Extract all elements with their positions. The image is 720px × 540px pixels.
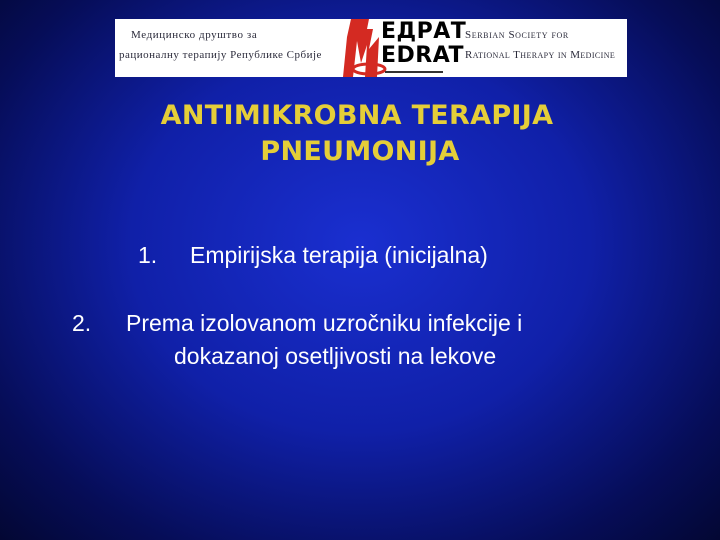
slide-title-line1: ANTIMIKROBNA TERAPIJA <box>160 100 554 131</box>
slide-title-line2: PNEUMONIJA <box>260 136 460 167</box>
item-2-number: 2. <box>72 310 92 336</box>
item-2-text-line2: dokazanoj osetljivosti na lekove <box>174 343 497 369</box>
medrat-logo <box>343 19 467 77</box>
logo-word-cyrillic: ЕДРАТ <box>381 19 467 44</box>
item-1-text: Empirijska terapija (inicijalna) <box>190 242 488 268</box>
item-1-number: 1. <box>138 242 158 268</box>
logo-word-latin: EDRAT <box>381 43 465 68</box>
banner-english-line1: Serbian Society for <box>465 29 569 41</box>
banner-cyrillic-line1: Медицинско друштво за <box>131 29 258 41</box>
item-2-text-line1: Prema izolovanom uzročniku infekcije i <box>126 310 523 336</box>
banner-english-text <box>465 19 625 77</box>
society-banner <box>115 19 627 77</box>
banner-cyrillic-text <box>119 19 355 77</box>
banner-cyrillic-line2: рационалну терапију Републике Србије <box>119 49 322 61</box>
logo-underline <box>385 71 443 73</box>
banner-english-line2: Rational Therapy in Medicine <box>465 49 616 61</box>
